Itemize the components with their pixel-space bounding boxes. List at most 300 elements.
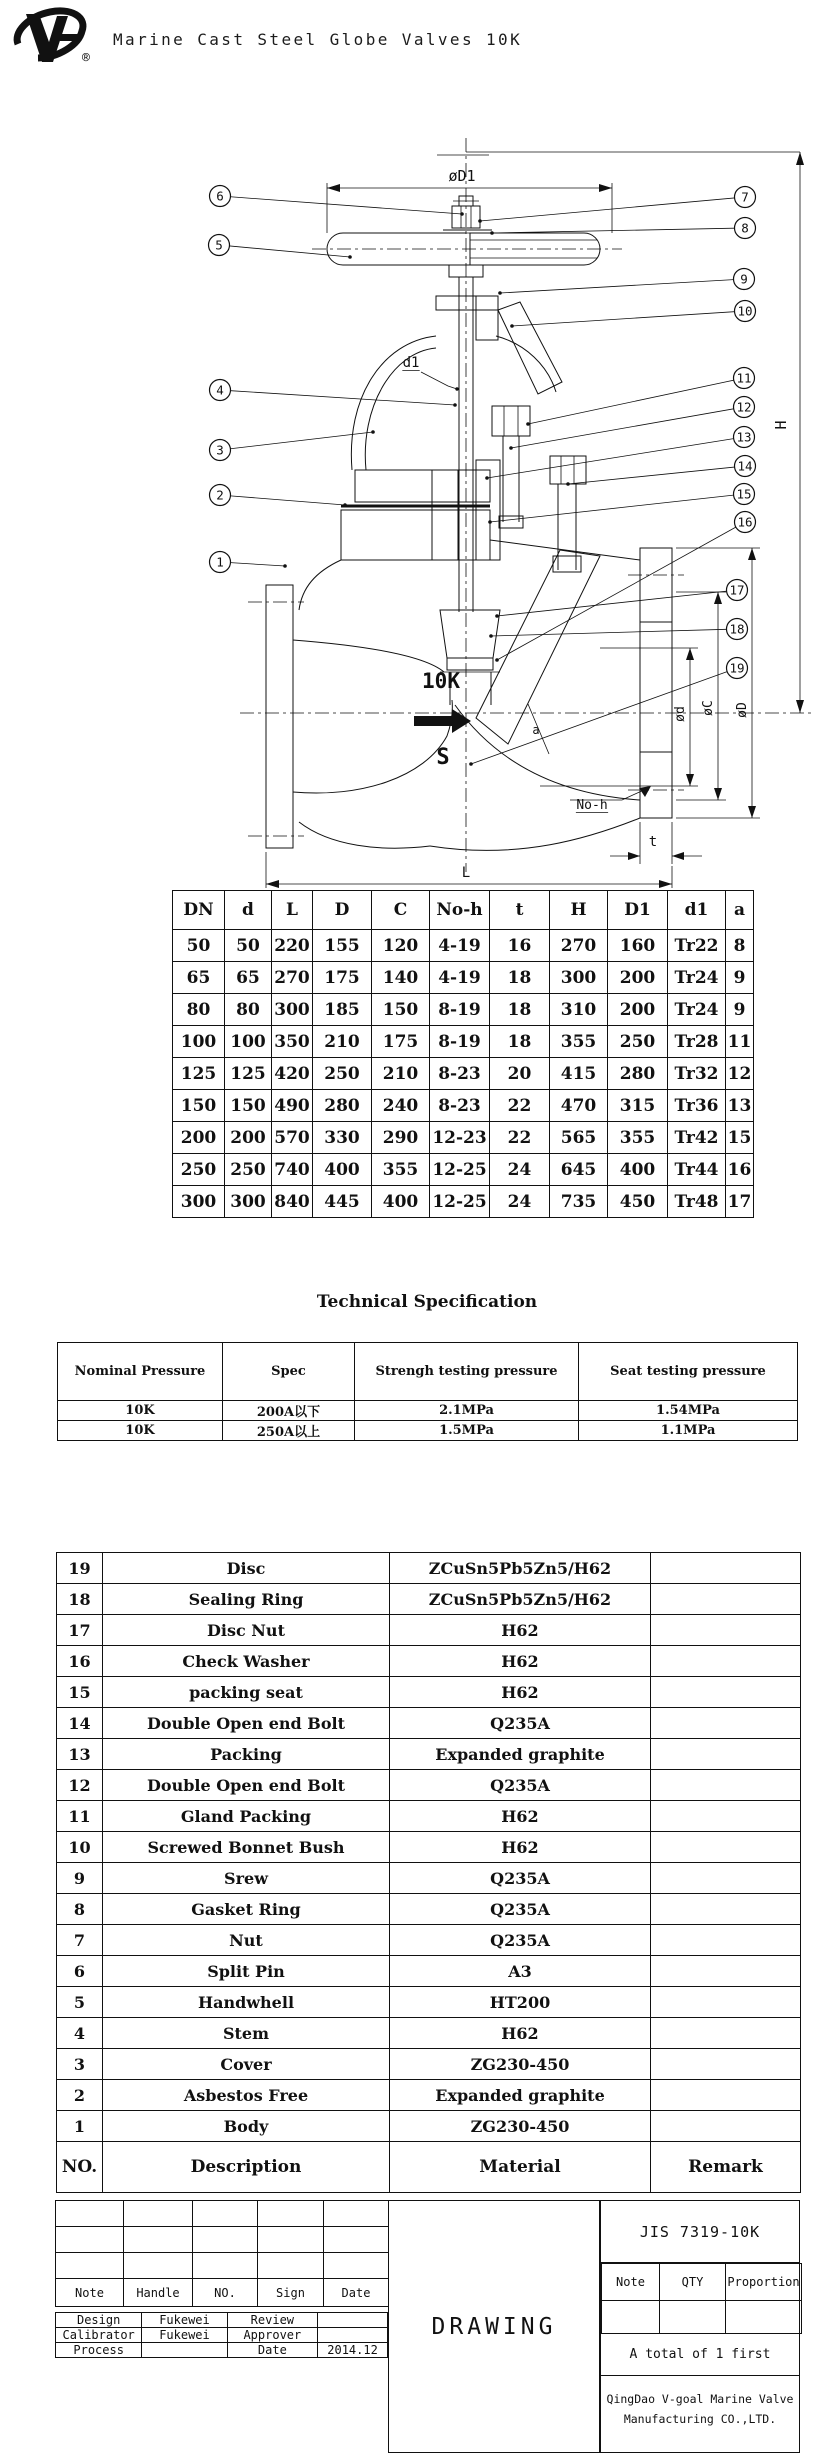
table-cell xyxy=(651,1770,801,1801)
signature-grid xyxy=(55,2200,389,2307)
header-cell: D1 xyxy=(608,891,668,930)
table-cell: 220 xyxy=(272,930,313,962)
parts-table xyxy=(56,1552,801,2193)
header-cell: DN xyxy=(173,891,225,930)
empty-row xyxy=(56,2201,389,2227)
table-cell: 50 xyxy=(173,930,225,962)
table-row xyxy=(173,962,754,994)
table-cell: H62 xyxy=(390,1615,651,1646)
table-cell: 200 xyxy=(225,1122,272,1154)
table-cell: Nut xyxy=(103,1925,390,1956)
table-cell: 9 xyxy=(57,1863,103,1894)
table-cell: Tr32 xyxy=(668,1058,726,1090)
table-row xyxy=(173,1186,754,1218)
table-cell: H62 xyxy=(390,2018,651,2049)
table-cell: H62 xyxy=(390,1832,651,1863)
dim-label-a: a xyxy=(532,723,540,737)
header-cell: Seat testing pressure xyxy=(579,1343,798,1401)
table-cell: Q235A xyxy=(390,1770,651,1801)
table-cell: 13 xyxy=(57,1739,103,1770)
callout-number: 15 xyxy=(736,486,752,502)
table-cell xyxy=(651,1739,801,1770)
table-cell: Handwhell xyxy=(103,1987,390,2018)
header-cell: Strengh testing pressure xyxy=(355,1343,579,1401)
table-cell: 8-19 xyxy=(430,994,490,1026)
table-cell: HT200 xyxy=(390,1987,651,2018)
table-cell: Sealing Ring xyxy=(103,1584,390,1615)
callout-number: 8 xyxy=(741,220,749,236)
table-cell: 19 xyxy=(57,1553,103,1584)
table-cell: 4-19 xyxy=(430,930,490,962)
header-cell: Handle xyxy=(124,2279,193,2307)
table-cell: Double Open end Bolt xyxy=(103,1708,390,1739)
company-line2: Manufacturing CO.,LTD. xyxy=(623,2412,777,2426)
table-row xyxy=(57,2018,801,2049)
table-row xyxy=(57,1832,801,1863)
table-cell: 355 xyxy=(372,1154,430,1186)
table-cell: 450 xyxy=(608,1186,668,1218)
callout-number: 10 xyxy=(737,303,753,319)
table-cell: 300 xyxy=(272,994,313,1026)
table-cell: 100 xyxy=(225,1026,272,1058)
bonnet-bush-section xyxy=(476,296,498,340)
table-cell: H62 xyxy=(390,1801,651,1832)
table-cell: 1.54MPa xyxy=(579,1401,798,1421)
inlet-flange xyxy=(266,585,293,848)
table-cell: 11 xyxy=(57,1801,103,1832)
header-cell: t xyxy=(490,891,550,930)
table-cell: 200 xyxy=(608,962,668,994)
qty-header xyxy=(602,2264,802,2301)
table-cell: 315 xyxy=(608,1090,668,1122)
table-cell xyxy=(318,2313,388,2328)
table-cell: Q235A xyxy=(390,1708,651,1739)
table-cell: 420 xyxy=(272,1058,313,1090)
table-cell: 355 xyxy=(550,1026,608,1058)
tech-spec-table xyxy=(57,1342,798,1441)
table-cell: 280 xyxy=(313,1090,372,1122)
dimension-table-header xyxy=(173,891,754,930)
table-cell: 5 xyxy=(57,1987,103,2018)
table-cell: 210 xyxy=(372,1058,430,1090)
table-cell xyxy=(142,2343,227,2358)
table-cell: Q235A xyxy=(390,1894,651,1925)
table-cell: 65 xyxy=(225,962,272,994)
table-cell: 200 xyxy=(608,994,668,1026)
table-cell: 270 xyxy=(550,930,608,962)
table-cell: 200A以下 xyxy=(223,1401,355,1421)
table-cell: 200 xyxy=(173,1122,225,1154)
table-cell: 18 xyxy=(490,1026,550,1058)
callout-number: 7 xyxy=(741,189,749,205)
table-cell: Split Pin xyxy=(103,1956,390,1987)
callout-number: 1 xyxy=(216,554,224,570)
drawing-cell xyxy=(388,2200,600,2453)
table-cell: 4-19 xyxy=(430,962,490,994)
callout-number: 11 xyxy=(736,370,752,386)
table-cell xyxy=(651,1615,801,1646)
header-cell: Description xyxy=(103,2142,390,2193)
table-row xyxy=(57,1677,801,1708)
table-row xyxy=(57,2080,801,2111)
table-cell: 8-23 xyxy=(430,1058,490,1090)
table-row xyxy=(57,1615,801,1646)
table-cell: 250 xyxy=(173,1154,225,1186)
table-cell xyxy=(651,2080,801,2111)
table-cell xyxy=(651,1832,801,1863)
table-cell: Date xyxy=(227,2343,317,2358)
header-cell: C xyxy=(372,891,430,930)
header-cell: No-h xyxy=(430,891,490,930)
table-row xyxy=(173,1058,754,1090)
table-cell: Cover xyxy=(103,2049,390,2080)
header-cell: L xyxy=(272,891,313,930)
table-cell xyxy=(651,1677,801,1708)
callout-number: 9 xyxy=(740,271,748,287)
table-cell: 18 xyxy=(490,994,550,1026)
table-cell: 300 xyxy=(550,962,608,994)
table-cell: 185 xyxy=(313,994,372,1026)
table-cell: 18 xyxy=(490,962,550,994)
table-cell: Srew xyxy=(103,1863,390,1894)
dim-label-10K: 10K xyxy=(422,669,460,693)
header-cell: d xyxy=(225,891,272,930)
company-line1: QingDao V-goal Marine Valve xyxy=(606,2392,794,2407)
table-cell: 840 xyxy=(272,1186,313,1218)
table-row xyxy=(56,2343,388,2358)
table-cell: Tr28 xyxy=(668,1026,726,1058)
empty-row xyxy=(56,2253,389,2279)
table-row xyxy=(57,1770,801,1801)
table-cell: 270 xyxy=(272,962,313,994)
table-cell: 125 xyxy=(173,1058,225,1090)
table-row xyxy=(56,2313,388,2328)
table-row xyxy=(57,1708,801,1739)
table-cell xyxy=(651,1646,801,1677)
qty-empty-row xyxy=(602,2301,802,2334)
header-cell: Date xyxy=(324,2279,389,2307)
table-cell xyxy=(651,2111,801,2142)
table-row xyxy=(173,930,754,962)
table-cell: Fukewei xyxy=(142,2328,227,2343)
header-cell: Sign xyxy=(258,2279,324,2307)
header-cell: H xyxy=(550,891,608,930)
table-cell: Tr22 xyxy=(668,930,726,962)
callout-number: 13 xyxy=(736,429,752,445)
table-cell: 150 xyxy=(372,994,430,1026)
table-cell: 9 xyxy=(726,994,754,1026)
table-cell: packing seat xyxy=(103,1677,390,1708)
part-callouts xyxy=(209,186,756,766)
table-cell: 645 xyxy=(550,1154,608,1186)
table-cell: Screwed Bonnet Bush xyxy=(103,1832,390,1863)
table-cell: 22 xyxy=(490,1122,550,1154)
tech-spec-title: Technical Specification xyxy=(316,1292,538,1312)
table-cell: 1.5MPa xyxy=(355,1421,579,1441)
table-cell: 290 xyxy=(372,1122,430,1154)
dim-label-H: H xyxy=(772,420,790,430)
table-cell: Stem xyxy=(103,2018,390,2049)
dim-label-S: S xyxy=(436,745,450,770)
table-cell: 280 xyxy=(608,1058,668,1090)
table-row xyxy=(57,2111,801,2142)
table-cell: Tr36 xyxy=(668,1090,726,1122)
table-cell: 80 xyxy=(173,994,225,1026)
table-cell: 210 xyxy=(313,1026,372,1058)
dimension-labels xyxy=(402,167,790,881)
table-cell: 155 xyxy=(313,930,372,962)
table-row xyxy=(57,2049,801,2080)
table-row xyxy=(57,1894,801,1925)
table-cell: 8 xyxy=(726,930,754,962)
table-cell: 735 xyxy=(550,1186,608,1218)
table-cell: Disc xyxy=(103,1553,390,1584)
table-cell: 740 xyxy=(272,1154,313,1186)
callout-number: 5 xyxy=(215,237,223,253)
table-row xyxy=(57,1987,801,2018)
table-row xyxy=(57,1553,801,1584)
table-cell xyxy=(651,1925,801,1956)
table-cell: 20 xyxy=(490,1058,550,1090)
table-cell: Body xyxy=(103,2111,390,2142)
table-cell: 300 xyxy=(225,1186,272,1218)
table-row xyxy=(57,1584,801,1615)
outlet-upper-wall xyxy=(490,540,640,560)
callout-number: 17 xyxy=(729,582,745,598)
table-cell: 175 xyxy=(372,1026,430,1058)
company-name xyxy=(601,2376,799,2444)
table-cell: 12 xyxy=(57,1770,103,1801)
table-cell xyxy=(651,1801,801,1832)
table-cell: 140 xyxy=(372,962,430,994)
table-cell: Gasket Ring xyxy=(103,1894,390,1925)
table-row xyxy=(56,2328,388,2343)
table-cell: 400 xyxy=(608,1154,668,1186)
table-cell: 240 xyxy=(372,1090,430,1122)
table-cell: H62 xyxy=(390,1677,651,1708)
table-cell: 570 xyxy=(272,1122,313,1154)
body-neck xyxy=(299,560,341,610)
total-note: A total of 1 first xyxy=(601,2334,799,2376)
table-cell: 13 xyxy=(726,1090,754,1122)
table-cell: 14 xyxy=(57,1708,103,1739)
callout-number: 12 xyxy=(736,399,752,415)
disc xyxy=(440,610,500,658)
qty-table xyxy=(601,2263,802,2334)
table-cell: ZCuSn5Pb5Zn5/H62 xyxy=(390,1553,651,1584)
table-cell: 100 xyxy=(173,1026,225,1058)
cover-inner-arc xyxy=(365,348,436,470)
table-row xyxy=(57,1863,801,1894)
table-cell: 355 xyxy=(608,1122,668,1154)
body-flange xyxy=(341,510,490,560)
table-row xyxy=(57,1646,801,1677)
table-cell: Tr48 xyxy=(668,1186,726,1218)
table-cell: 300 xyxy=(173,1186,225,1218)
table-cell: 7 xyxy=(57,1925,103,1956)
table-cell: 6 xyxy=(57,1956,103,1987)
body-bottom xyxy=(430,818,640,850)
table-cell: 1 xyxy=(57,2111,103,2142)
dim-label-d1: d1 xyxy=(402,355,420,371)
header-cell: Proportion xyxy=(726,2264,802,2301)
table-cell: 350 xyxy=(272,1026,313,1058)
callout-number: 4 xyxy=(216,382,224,398)
table-cell xyxy=(651,1708,801,1739)
jis-code: JIS 7319-10K xyxy=(601,2201,799,2263)
callout-number: 2 xyxy=(216,487,224,503)
table-cell: 8-19 xyxy=(430,1026,490,1058)
table-cell: 2 xyxy=(57,2080,103,2111)
table-cell: Tr24 xyxy=(668,962,726,994)
table-cell: 3 xyxy=(57,2049,103,2080)
table-cell: 12-23 xyxy=(430,1122,490,1154)
table-cell: 120 xyxy=(372,930,430,962)
header-cell: d1 xyxy=(668,891,726,930)
table-cell: 250 xyxy=(608,1026,668,1058)
table-cell: Review xyxy=(227,2313,317,2328)
table-cell: 470 xyxy=(550,1090,608,1122)
table-cell: Tr24 xyxy=(668,994,726,1026)
callout-number: 19 xyxy=(729,660,745,676)
table-cell: Process xyxy=(56,2343,142,2358)
table-cell: 150 xyxy=(173,1090,225,1122)
dim-label-øC: øC xyxy=(701,700,716,716)
gland-flange xyxy=(436,296,498,310)
gland-bolt xyxy=(550,456,586,572)
table-cell: 80 xyxy=(225,994,272,1026)
table-cell: Approver xyxy=(227,2328,317,2343)
table-cell: 10 xyxy=(57,1832,103,1863)
table-cell: 22 xyxy=(490,1090,550,1122)
title-block-right xyxy=(600,2200,800,2453)
table-row xyxy=(173,994,754,1026)
header-cell: NO. xyxy=(193,2279,258,2307)
table-cell: 490 xyxy=(272,1090,313,1122)
table-row xyxy=(58,1421,798,1441)
callout-number: 18 xyxy=(729,621,745,637)
table-row xyxy=(173,1154,754,1186)
table-cell: ZCuSn5Pb5Zn5/H62 xyxy=(390,1584,651,1615)
parts-table-header-row xyxy=(57,2142,801,2193)
table-cell: Packing xyxy=(103,1739,390,1770)
table-cell: 565 xyxy=(550,1122,608,1154)
table-cell: Design xyxy=(56,2313,142,2328)
header-cell: Spec xyxy=(223,1343,355,1401)
bore-lower-wall xyxy=(293,700,452,793)
table-cell: 415 xyxy=(550,1058,608,1090)
table-cell: 16 xyxy=(490,930,550,962)
table-cell: 310 xyxy=(550,994,608,1026)
dim-label-t: t xyxy=(648,834,658,850)
table-cell: 17 xyxy=(726,1186,754,1218)
table-cell: 400 xyxy=(372,1186,430,1218)
table-cell: 2014.12 xyxy=(318,2343,388,2358)
dimension-table xyxy=(172,890,754,1218)
table-cell: A3 xyxy=(390,1956,651,1987)
bore-upper-wall xyxy=(293,640,444,672)
dim-label-ød: ød xyxy=(673,706,688,722)
table-cell: 1.1MPa xyxy=(579,1421,798,1441)
table-cell: Gland Packing xyxy=(103,1801,390,1832)
table-cell: 445 xyxy=(313,1186,372,1218)
header-cell: Note xyxy=(56,2279,124,2307)
header-cell: a xyxy=(726,891,754,930)
table-row xyxy=(57,1956,801,1987)
table-row xyxy=(57,1801,801,1832)
table-row xyxy=(173,1090,754,1122)
callout-number: 3 xyxy=(216,442,224,458)
table-cell: 9 xyxy=(726,962,754,994)
table-cell: 12 xyxy=(726,1058,754,1090)
table-cell: Tr44 xyxy=(668,1154,726,1186)
callout-number: 16 xyxy=(737,514,753,530)
table-cell: 160 xyxy=(608,930,668,962)
table-cell xyxy=(651,1863,801,1894)
table-cell: ZG230-450 xyxy=(390,2049,651,2080)
table-cell: Q235A xyxy=(390,1863,651,1894)
dim-label-L: L xyxy=(461,865,471,881)
table-cell: 24 xyxy=(490,1154,550,1186)
yoke-arm-section xyxy=(498,302,562,394)
table-cell: 50 xyxy=(225,930,272,962)
table-row xyxy=(173,1122,754,1154)
registered-mark: ® xyxy=(82,51,90,66)
table-cell: 250 xyxy=(313,1058,372,1090)
table-cell: 10K xyxy=(58,1421,223,1441)
table-cell: 8-23 xyxy=(430,1090,490,1122)
table-cell: 2.1MPa xyxy=(355,1401,579,1421)
table-cell: 15 xyxy=(726,1122,754,1154)
table-cell: ZG230-450 xyxy=(390,2111,651,2142)
table-cell: 8 xyxy=(57,1894,103,1925)
signature-grid-header xyxy=(56,2279,389,2307)
callout-number: 14 xyxy=(737,458,753,474)
table-cell: 16 xyxy=(57,1646,103,1677)
table-cell: Q235A xyxy=(390,1925,651,1956)
table-cell: 250 xyxy=(225,1154,272,1186)
callout-number: 6 xyxy=(216,188,224,204)
drawing-label: DRAWING xyxy=(431,2313,557,2340)
header-cell: D xyxy=(313,891,372,930)
table-cell: 15 xyxy=(57,1677,103,1708)
table-cell: 400 xyxy=(313,1154,372,1186)
table-cell: 18 xyxy=(57,1584,103,1615)
header-cell: Note xyxy=(602,2264,660,2301)
table-row xyxy=(57,1739,801,1770)
table-cell: Disc Nut xyxy=(103,1615,390,1646)
signature-rows xyxy=(55,2312,388,2358)
table-cell: 125 xyxy=(225,1058,272,1090)
valve-sectional-drawing xyxy=(0,0,830,920)
table-cell: 65 xyxy=(173,962,225,994)
table-cell: 17 xyxy=(57,1615,103,1646)
table-cell: Tr42 xyxy=(668,1122,726,1154)
table-cell xyxy=(318,2328,388,2343)
table-row xyxy=(58,1401,798,1421)
header-cell: Nominal Pressure xyxy=(58,1343,223,1401)
table-cell xyxy=(651,1553,801,1584)
table-cell: Expanded graphite xyxy=(390,2080,651,2111)
table-cell: Asbestos Free xyxy=(103,2080,390,2111)
table-cell xyxy=(651,1987,801,2018)
table-cell: 10K xyxy=(58,1401,223,1421)
header-cell: NO. xyxy=(57,2142,103,2193)
table-cell: 175 xyxy=(313,962,372,994)
dim-label-øD: øD xyxy=(735,702,750,718)
dim-label-øD1: øD1 xyxy=(448,167,476,185)
table-cell: 150 xyxy=(225,1090,272,1122)
